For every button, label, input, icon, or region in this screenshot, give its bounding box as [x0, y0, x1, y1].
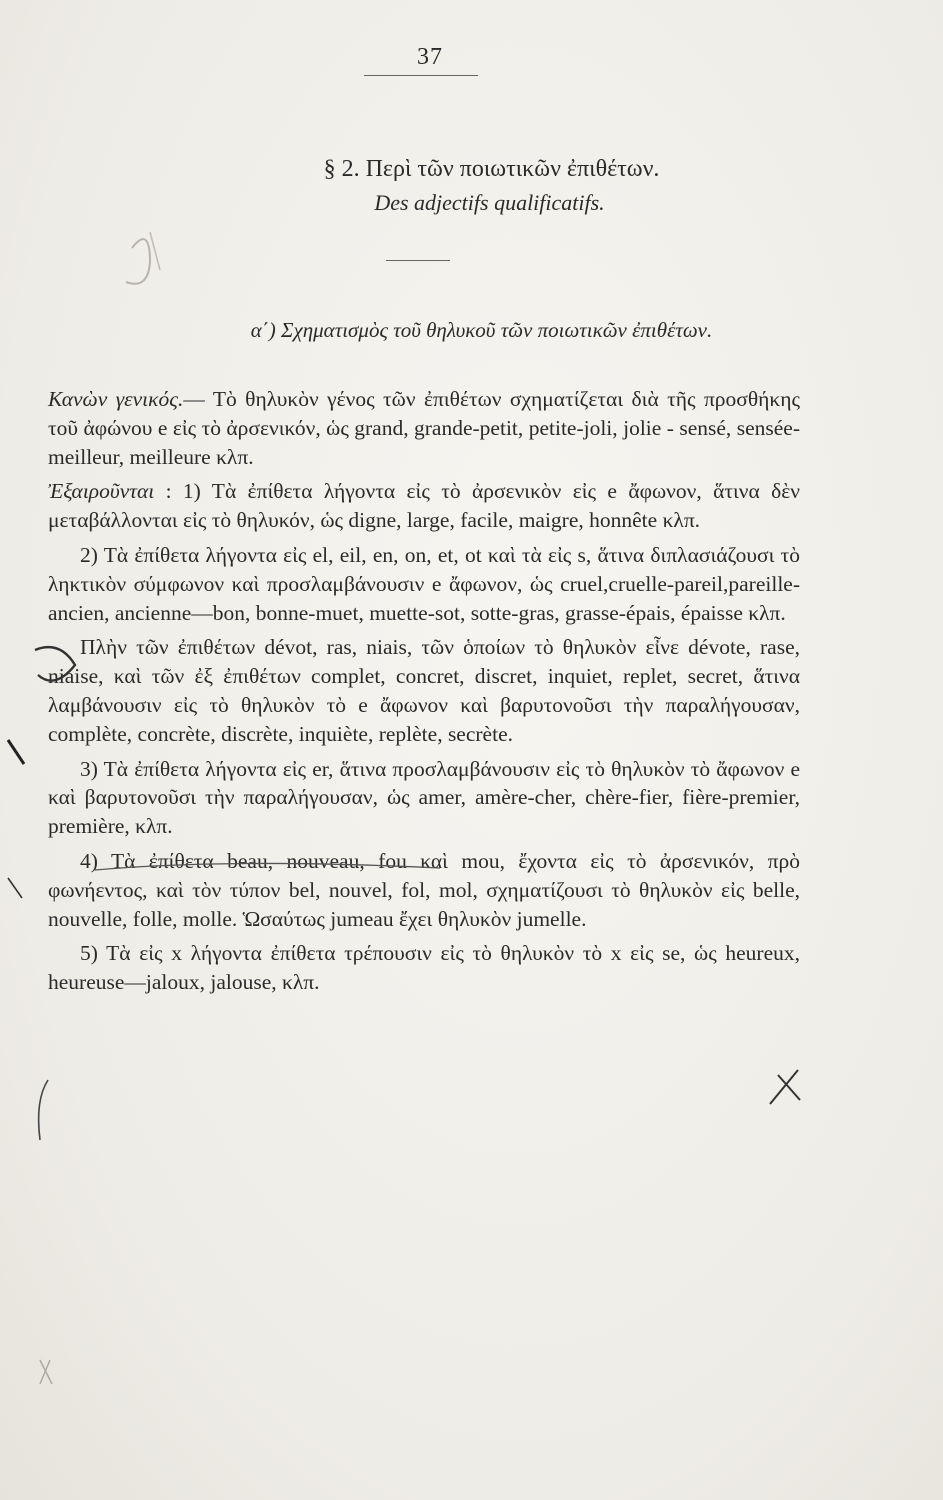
ink-slash-left: [8, 878, 22, 898]
body-text: [48, 385, 800, 1003]
paragraph-text: 5) Τὰ εἰς x λήγοντα ἐπίθετα τρέπουσιν εἰς τὸ θηλυκὸν τὸ x εἰς se, ὡς heureux, heureuse—jaloux, jalouse, κλπ.: [48, 941, 800, 995]
paragraph-text: 3) Τὰ ἐπίθετα λήγοντα εἰς er, ἅτινα προσλαμβάνουσιν εἰς τὸ θηλυκὸν τὸ ἄφωνον e καὶ βαρυτονοῦσι τὴν παραλήγουσαν, ὡς amer, amère-cher, chère-fier, fière-premier, première, κλπ.: [48, 756, 800, 839]
page-number: 37: [417, 44, 443, 70]
subsection-title: α΄) Σχηματισμὸς τοῦ θηλυκοῦ τῶν ποιωτικῶν ἐπιθέτων.: [250, 318, 713, 342]
paragraph-exception-note: [48, 633, 800, 748]
pencil-mark-margin-top: [150, 232, 160, 270]
paragraph-exception-2: [48, 541, 800, 627]
paragraph-lead: Ἐξαιροῦνται: [48, 479, 155, 504]
section-subtitle: Des adjectifs qualificatifs.: [374, 190, 605, 215]
section-title: § 2. Περὶ τῶν ποιωτικῶν ἐπιθέτων.: [323, 156, 660, 182]
ink-check-mark: [770, 1070, 800, 1104]
paragraph-text: — Τὸ θηλυκὸν γένος τῶν ἐπιθέτων σχηματίζεται διὰ τῆς προσθήκης τοῦ ἀφώνου e εἰς τὸ ἀρσενικόν, ὡς grand, grande-petit, petite-joli, jolie - sensé, sensée-meilleur, meilleure κλπ.: [48, 387, 800, 469]
pencil-mark-bottom: [40, 1360, 52, 1384]
paragraph-text: Πλὴν τῶν ἐπιθέτων dévot, ras, niais, τῶν ὁποίων τὸ θηλυκὸν εἶνε dévote, rase, niaise, καὶ τῶν ἐξ ἐπιθέτων complet, concret, discret, inquiet, replet, secret, ἅτινα λαμβάνουσιν εἰς τὸ θηλυκὸν τὸ e ἄφωνον καὶ βαρυτονοῦσι τὴν παραλήγουσαν, complète, concrète, discrète, inquiète, replète, secrète.: [48, 635, 800, 746]
paragraph-text: 4) Τὰ ἐπίθετα beau, nouveau, fou καὶ mou, ἔχοντα εἰς τὸ ἀρσενικόν, πρὸ φωνήεντος, καὶ τὸν τύπον bel, nouvel, fol, mol, σχηματίζουσι τὸ θηλυκὸν εἰς belle, nouvelle, folle, molle. Ὡσαύτως jumeau ἔχει θηλυκὸν jumelle.: [48, 848, 800, 931]
paragraph-text: : 1) Τὰ ἐπίθετα λήγοντα εἰς τὸ ἀρσενικὸν εἰς e ἄφωνον, ἅτινα δὲν μεταβάλλονται εἰς τὸ θηλυκόν, ὡς digne, large, facile, maigre, honnête κλπ.: [48, 479, 800, 533]
ink-bracket-left: [39, 1080, 48, 1140]
pencil-mark-top-left: [126, 239, 150, 284]
paragraph-exception-1: [48, 477, 800, 535]
paragraph-rule: [48, 385, 800, 471]
paragraph-exception-5: [48, 939, 800, 997]
section-divider: [386, 260, 450, 261]
paragraph-exception-4: [48, 847, 800, 933]
paragraph-text: 2) Τὰ ἐπίθετα λήγοντα εἰς el, eil, en, on, et, ot καὶ τὰ εἰς s, ἅτινα διπλασιάζουσι τὸ ληκτικὸν σύμφωνον καὶ προσλαμβάνουσιν e ἄφωνον, ὡς cruel,cruelle-pareil,pareille-ancien, ancienne—bon, bonne-muet, muette-sot, sotte-gras, grasse-épais, épaisse κλπ.: [48, 542, 800, 625]
ink-stroke-left: [8, 740, 24, 764]
paragraph-exception-3: [48, 755, 800, 841]
paragraph-lead: Κανὼν γενικός.: [48, 387, 184, 411]
header-rule: [364, 75, 478, 76]
